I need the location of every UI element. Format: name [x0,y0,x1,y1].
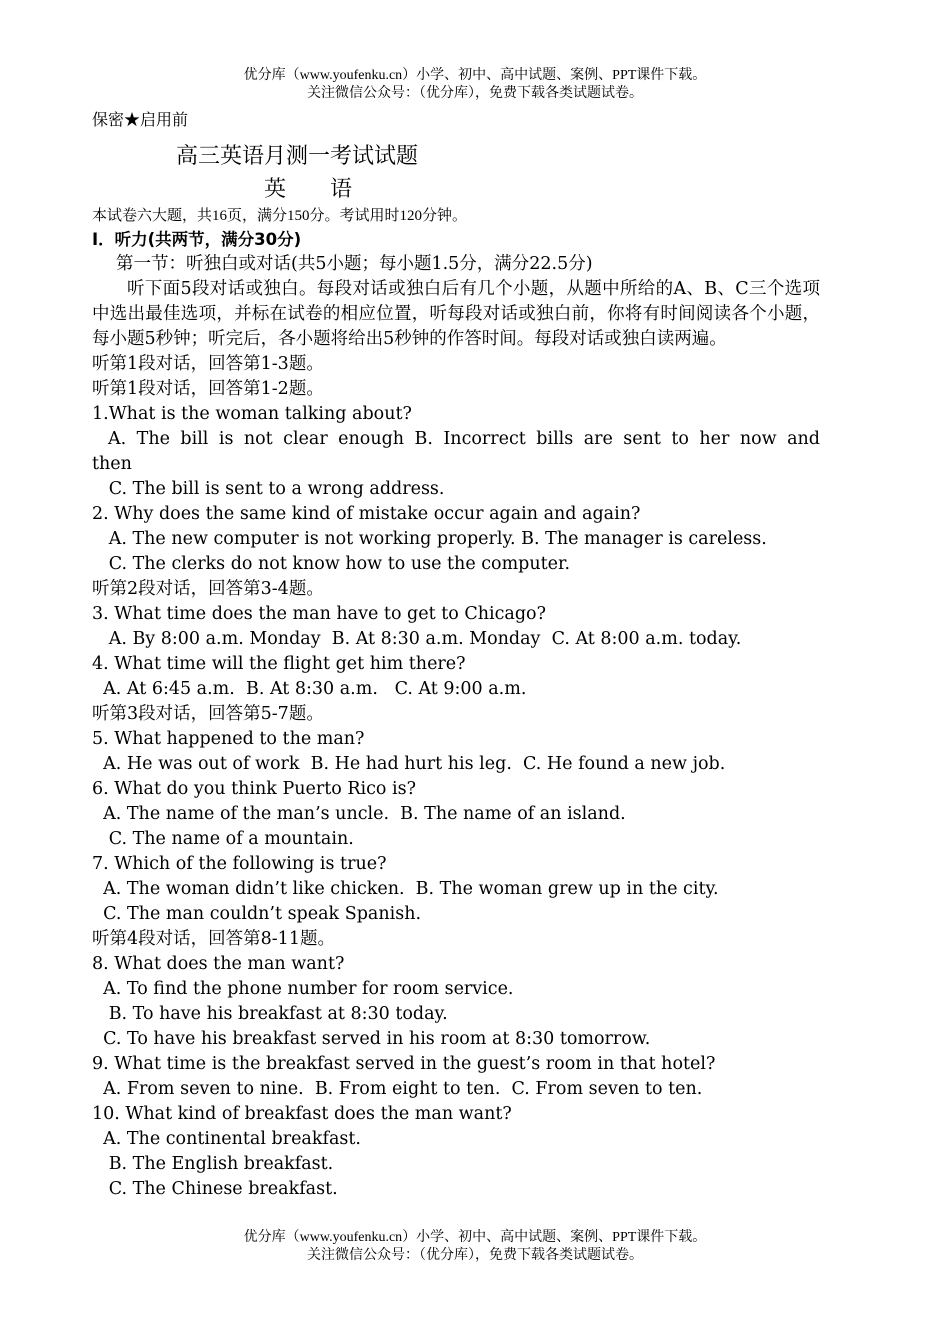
question-line: A. The continental breakfast. [92,1129,361,1149]
question-line: A. The name of the man’s uncle. B. The name of an island. [92,804,626,824]
question-line: 7. Which of the following is true? [92,854,387,874]
confidential-label: 保密★启用前 [92,112,189,129]
question-line: 5. What happened to the man? [92,729,365,749]
question-line: A. He was out of work B. He had hurt his leg. C. He found a new job. [92,754,726,774]
question-line: B. To have his breakfast at 8:30 today. [92,1004,448,1024]
question-line: 10. What kind of breakfast does the man want? [92,1104,512,1124]
section1-heading: 第一节：听独白或对话(共5小题；每小题1.5分，满分22.5分) [116,254,593,274]
question-line: 1.What is the woman talking about? [92,404,412,424]
question-line: 听第1段对话，回答第1-2题。 [92,379,324,399]
header-line-1: 优分库（www.youfenku.cn）小学、初中、高中试题、案例、PPT课件下载。 [243,68,707,83]
question-line: C. The name of a mountain. [92,829,354,849]
question-line: C. The clerks do not know how to use the computer. [92,554,571,574]
question-line: A. By 8:00 a.m. Monday B. At 8:30 a.m. Monday C. At 8:00 a.m. today. [92,629,742,649]
page-footer [0,1229,950,1265]
question-line: A. The new computer is not working properly. B. The manager is careless. [92,529,767,549]
question-line: A. To find the phone number for room service. [92,979,514,999]
part1-title: Ⅰ．听力(共两节，满分30分) [92,230,302,249]
question-line: A. The bill is not clear enough B. Incorrect bills are sent to her now and [108,429,820,449]
question-line: 9. What time is the breakfast served in the guest’s room in that hotel? [92,1054,716,1074]
footer-line-1: 优分库（www.youfenku.cn）小学、初中、高中试题、案例、PPT课件下载。 [243,1230,707,1245]
question-line: B. The English breakfast. [92,1154,334,1174]
question-line: A. At 6:45 a.m. B. At 8:30 a.m. C. At 9:00 a.m. [92,679,527,699]
question-line: 8. What does the man want? [92,954,345,974]
question-line: 3. What time does the man have to get to Chicago? [92,604,546,624]
question-line: 6. What do you think Puerto Rico is? [92,779,416,799]
subject-title: 英 语 [264,177,353,202]
question-line: A. From seven to nine. B. From eight to ten. C. From seven to ten. [92,1079,703,1099]
question-line: C. The bill is sent to a wrong address. [92,479,445,499]
question-line: C. The man couldn’t speak Spanish. [92,904,422,924]
page-header [0,67,950,103]
question-line: C. To have his breakfast served in his room at 8:30 tomorrow. [92,1029,651,1049]
question-line: 4. What time will the flight get him there? [92,654,466,674]
footer-line-2: 关注微信公众号：（优分库），免费下载各类试题试卷。 [307,1248,643,1263]
header-line-2: 关注微信公众号：（优分库），免费下载各类试题试卷。 [307,86,643,101]
question-line: then [92,454,132,474]
exam-title: 高三英语月测一考试试题 [176,144,419,169]
question-line: 听第4段对话，回答第8-11题。 [92,929,335,949]
exam-intro: 本试卷六大题，共16页，满分150分。考试用时120分钟。 [92,208,468,224]
question-line: C. The Chinese breakfast. [92,1179,338,1199]
question-line: 听第1段对话，回答第1-3题。 [92,354,324,374]
question-line: 2. Why does the same kind of mistake occur again and again? [92,504,641,524]
question-line: 听第3段对话，回答第5-7题。 [92,704,324,724]
listening-instructions: 听下面5段对话或独白。每段对话或独白后有几个小题，从题中所给的A、B、C三个选项中选出最佳选项，并标在试卷的相应位置，听每段对话或独白前，你将有时间阅读各个小题，每小题5秒钟；听完后，各小题将给出5秒钟的作答时间。每段对话或独白读两遍。 [92,279,820,349]
exam-content [92,108,820,1202]
question-line: 听第2段对话，回答第3-4题。 [92,579,324,599]
question-line: A. The woman didn’t like chicken. B. The woman grew up in the city. [92,879,719,899]
